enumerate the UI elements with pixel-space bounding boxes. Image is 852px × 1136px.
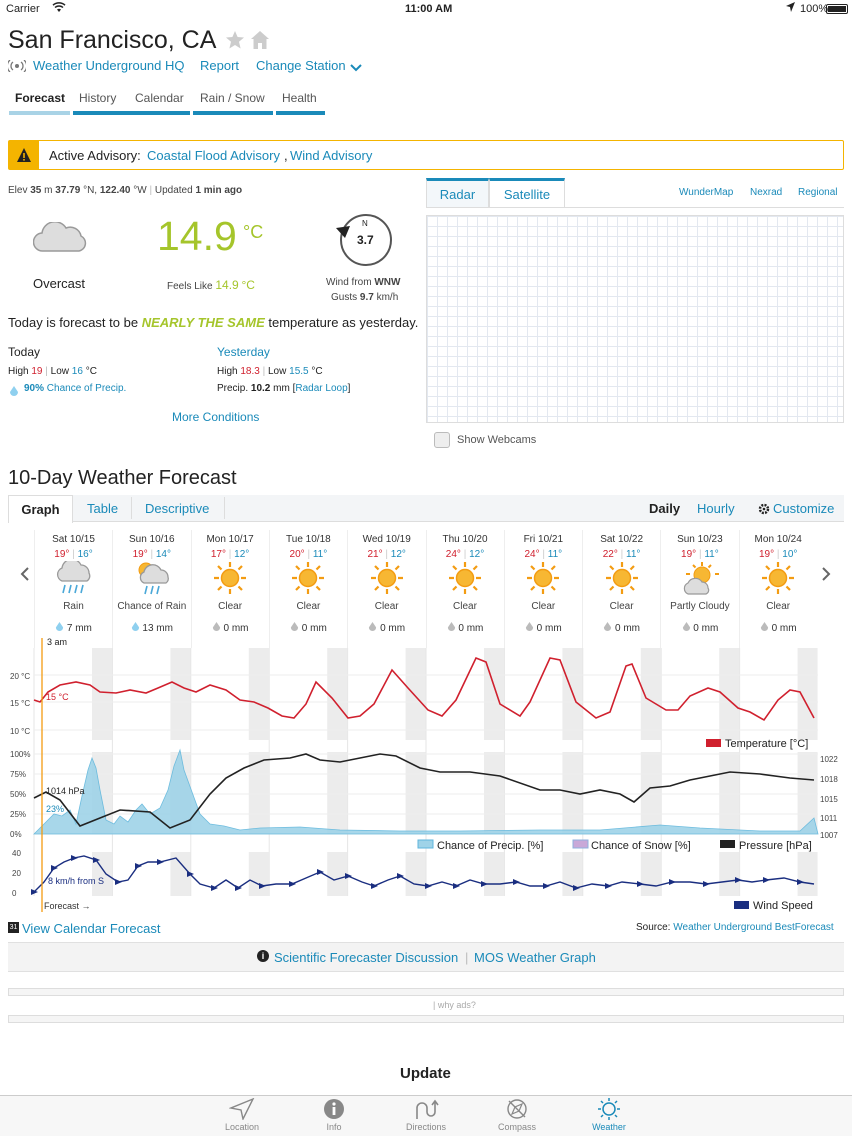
today-high-low: High 19 | Low 16 °C — [8, 366, 97, 377]
svg-text:10 °C: 10 °C — [10, 727, 31, 736]
radar-loop-link[interactable]: Radar Loop — [295, 383, 348, 394]
tab-underline — [193, 111, 273, 115]
svg-text:Temperature [°C]: Temperature [°C] — [725, 738, 809, 750]
info-circle-icon — [321, 1098, 347, 1120]
day-hi-lo: 19° | 14° — [132, 549, 171, 560]
day-date: Sun 10/23 — [677, 534, 723, 545]
day-condition: Clear — [766, 601, 791, 612]
day-hi-lo: 24° | 12° — [445, 549, 485, 560]
home-icon[interactable] — [250, 30, 270, 55]
day-date: Wed 10/19 — [362, 534, 411, 545]
advisory-banner — [8, 140, 844, 170]
station-meta: Elev 35 m 37.79 °N, 122.40 °W | Updated 1 min ago — [8, 185, 243, 196]
svg-text:Pressure [hPa]: Pressure [hPa] — [739, 840, 812, 852]
sun-icon — [270, 561, 347, 599]
day-date: Mon 10/17 — [206, 534, 254, 545]
sun-icon — [427, 561, 504, 599]
ten-day-title: 10-Day Weather Forecast — [8, 467, 237, 489]
tab-graph[interactable]: Graph — [8, 495, 73, 523]
day-hi-lo: 21° | 12° — [367, 549, 406, 560]
wundermap-link[interactable]: WunderMap — [679, 187, 734, 198]
day-hi-lo: 20° | 11° — [289, 549, 328, 560]
why-ads-link[interactable]: | why ads? — [433, 1000, 476, 1010]
day-precip-amount: 0 mm — [270, 622, 347, 634]
day-date: Tue 10/18 — [286, 534, 331, 545]
day-date: Mon 10/24 — [754, 534, 802, 545]
day-condition: Clear — [531, 601, 556, 612]
wind-north: N — [362, 219, 368, 228]
sun-icon — [740, 561, 817, 599]
day-date: Sat 10/22 — [600, 534, 643, 545]
more-conditions-link[interactable]: More Conditions — [172, 410, 260, 424]
tab-underline — [129, 111, 190, 115]
svg-text:1018: 1018 — [820, 775, 838, 784]
ad-bar — [8, 1015, 844, 1023]
bottom-tab-bar — [0, 1095, 852, 1136]
warning-icon — [9, 141, 39, 169]
day-condition: Clear — [296, 601, 321, 612]
tab-forecast[interactable]: Forecast — [15, 91, 66, 105]
day-condition: Clear — [218, 601, 243, 612]
tab-weather[interactable]: Weather — [579, 1098, 639, 1132]
day-date: Sun 10/16 — [128, 534, 175, 545]
feels-like: Feels Like 14.9 °C — [167, 278, 255, 292]
chevron-left-icon[interactable] — [20, 566, 30, 587]
info-icon: i — [257, 950, 269, 962]
day-precip-amount: 0 mm — [661, 622, 738, 634]
svg-text:75%: 75% — [10, 770, 27, 779]
day-precip-amount: 0 mm — [192, 622, 269, 634]
wind-gusts: Gusts 9.7 km/h — [331, 292, 399, 303]
tab-radar[interactable]: Radar — [426, 178, 489, 208]
day-precip-amount: 7 mm — [35, 622, 112, 634]
current-temp: 14.9 — [157, 213, 237, 259]
advisory-label: Active Advisory: — [49, 148, 141, 163]
svg-text:50%: 50% — [10, 790, 27, 799]
sun-icon — [192, 561, 269, 599]
tab-satellite[interactable]: Satellite — [489, 178, 565, 208]
yesterday-precip: Precip. 10.2 mm [Radar Loop] — [217, 383, 351, 394]
tab-rain-snow[interactable]: Rain / Snow — [200, 91, 265, 105]
day-precip-amount: 0 mm — [505, 622, 582, 634]
scientific-discussion-link[interactable]: Scientific Forecaster Discussion — [274, 950, 459, 965]
tab-location[interactable]: Location — [212, 1098, 272, 1132]
status-bar — [0, 0, 852, 18]
day-hi-lo: 19° | 11° — [681, 549, 719, 560]
tab-compass[interactable]: Compass — [487, 1098, 547, 1132]
day-precip-amount: 0 mm — [583, 622, 660, 634]
svg-text:8 km/h from S: 8 km/h from S — [48, 876, 105, 886]
mos-graph-link[interactable]: MOS Weather Graph — [474, 950, 596, 965]
tab-table[interactable]: Table — [87, 501, 119, 516]
tab-divider — [131, 497, 132, 519]
customize-link[interactable]: Customize — [773, 501, 835, 516]
svg-text:Chance of Precip. [%]: Chance of Precip. [%] — [437, 840, 544, 852]
svg-text:100%: 100% — [10, 750, 31, 759]
svg-text:Wind Speed: Wind Speed — [753, 900, 813, 912]
source-credit: Source: Weather Underground BestForecast — [636, 922, 834, 933]
svg-text:1007: 1007 — [820, 831, 838, 840]
temp-unit: °C — [243, 222, 264, 242]
battery-percent: 100% — [800, 3, 829, 15]
nexrad-link[interactable]: Nexrad — [750, 187, 783, 198]
tab-calendar[interactable]: Calendar — [135, 91, 184, 105]
svg-text:Chance of Snow [%]: Chance of Snow [%] — [591, 840, 691, 852]
wind-from: Wind from WNW — [326, 277, 401, 288]
day-hi-lo: 22° | 11° — [602, 549, 641, 560]
svg-text:0%: 0% — [10, 830, 22, 839]
today-precip: 90% Chance of Precip. — [24, 383, 127, 394]
favorite-star-icon[interactable] — [225, 30, 245, 55]
hourly-toggle[interactable]: Hourly — [697, 501, 735, 516]
rain-icon — [35, 561, 112, 599]
day-precip-amount: 0 mm — [427, 622, 504, 634]
station-link[interactable]: Weather Underground HQ — [33, 58, 185, 73]
svg-text:0: 0 — [12, 889, 17, 898]
today-label: Today — [8, 345, 41, 359]
wind-advisory-link[interactable]: Wind Advisory — [290, 148, 373, 163]
gear-icon[interactable] — [758, 502, 770, 520]
svg-text:1014 hPa: 1014 hPa — [46, 786, 85, 796]
forecast-chart — [0, 630, 852, 920]
sun-icon — [505, 561, 582, 599]
svg-text:1022: 1022 — [820, 755, 838, 764]
partly-cloudy-icon — [661, 561, 738, 599]
day-condition: Clear — [609, 601, 634, 612]
regional-link[interactable]: Regional — [798, 187, 838, 198]
yesterday-high-low: High 18.3 | Low 15.5 °C — [217, 366, 323, 377]
weather-sun-icon — [596, 1098, 622, 1120]
svg-text:20: 20 — [12, 869, 21, 878]
day-condition: Clear — [453, 601, 477, 612]
svg-text:25%: 25% — [10, 810, 27, 819]
tab-underline-active — [9, 111, 70, 115]
svg-text:15 °C: 15 °C — [10, 699, 31, 708]
webcams-checkbox[interactable] — [434, 432, 450, 448]
chance-rain-icon — [113, 561, 190, 599]
svg-text:40: 40 — [12, 849, 21, 858]
raindrop-icon — [9, 383, 19, 401]
chevron-right-icon[interactable] — [821, 566, 831, 587]
daily-toggle[interactable]: Daily — [649, 501, 681, 516]
tab-info[interactable]: Info — [304, 1098, 364, 1132]
station-broadcast-icon — [8, 59, 26, 77]
svg-text:3 am: 3 am — [47, 637, 68, 647]
sun-icon — [348, 561, 425, 599]
day-hi-lo: 19° | 16° — [54, 549, 93, 560]
calendar-icon: 31 — [9, 924, 18, 931]
link-separator: | — [465, 950, 469, 965]
day-condition: Clear — [374, 601, 399, 612]
cloud-icon — [33, 222, 87, 257]
tab-descriptive[interactable]: Descriptive — [145, 501, 210, 516]
clock: 11:00 AM — [405, 3, 453, 15]
wind-speed: 3.7 — [357, 233, 374, 247]
tab-underline — [276, 111, 325, 115]
update-button[interactable]: Update — [400, 1065, 451, 1082]
day-hi-lo: 24° | 11° — [524, 549, 563, 560]
day-condition: Chance of Rain — [117, 601, 187, 612]
day-condition: Partly Cloudy — [670, 601, 730, 612]
change-station-link[interactable]: Change Station — [256, 58, 346, 73]
chevron-down-icon — [350, 60, 362, 78]
svg-text:1011: 1011 — [820, 814, 838, 823]
view-calendar-link[interactable]: View Calendar Forecast — [22, 921, 161, 936]
webcams-label: Show Webcams — [457, 434, 537, 446]
location-icon — [229, 1098, 255, 1120]
day-precip-amount: 13 mm — [113, 622, 190, 634]
battery-icon — [826, 4, 848, 14]
day-hi-lo: 17° | 12° — [210, 549, 250, 560]
sky-condition: Overcast — [33, 276, 86, 291]
tab-history[interactable]: History — [79, 91, 117, 105]
tab-directions[interactable]: Directions — [396, 1098, 456, 1132]
wifi-icon — [52, 2, 66, 16]
day-precip-amount: 0 mm — [348, 622, 425, 634]
svg-text:20 °C: 20 °C — [10, 672, 31, 681]
day-hi-lo: 19° | 10° — [758, 549, 798, 560]
location-arrow-icon — [786, 2, 795, 15]
svg-text:23%: 23% — [46, 804, 65, 814]
day-precip-amount: 0 mm — [740, 622, 817, 634]
forecast-summary: Today is forecast to be NEARLY THE SAME temperature as yesterday. — [8, 315, 419, 330]
ad-bar — [8, 988, 844, 996]
svg-text:Forecast →: Forecast → — [44, 901, 91, 911]
sun-icon — [583, 561, 660, 599]
tab-divider — [224, 497, 225, 519]
svg-text:1015: 1015 — [820, 795, 838, 804]
report-link[interactable]: Report — [200, 58, 240, 73]
svg-text:15 °C: 15 °C — [46, 692, 69, 702]
carrier-label: Carrier — [6, 3, 40, 15]
city-title: San Francisco, CA — [8, 26, 217, 54]
radar-map[interactable] — [426, 215, 844, 423]
day-date: Thu 10/20 — [442, 534, 488, 545]
yesterday-label: Yesterday — [217, 345, 270, 359]
day-date: Fri 10/21 — [523, 534, 564, 545]
day-date: Sat 10/15 — [52, 534, 95, 545]
advisory-separator: , — [284, 148, 288, 163]
compass-icon — [504, 1098, 530, 1120]
directions-icon — [413, 1098, 439, 1120]
tab-health[interactable]: Health — [282, 91, 317, 105]
coastal-flood-link[interactable]: Coastal Flood Advisory — [147, 148, 280, 163]
day-condition: Rain — [63, 601, 84, 612]
source-link[interactable]: Weather Underground BestForecast — [673, 922, 834, 933]
